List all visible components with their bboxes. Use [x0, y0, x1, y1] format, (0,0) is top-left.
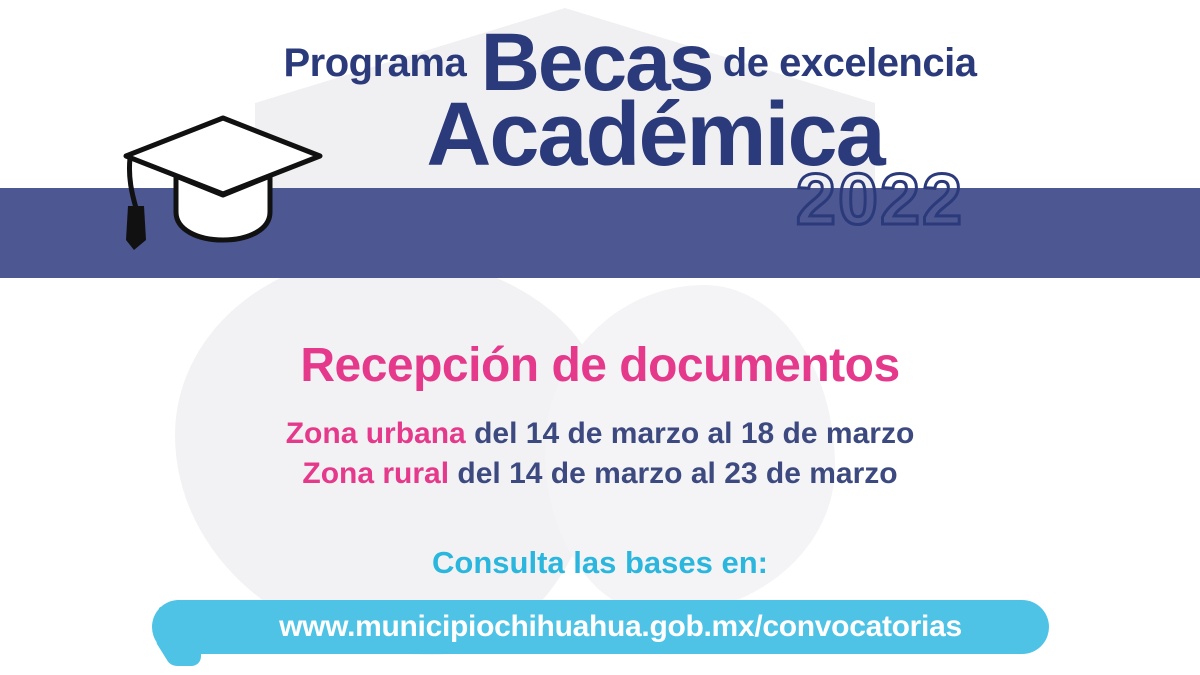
title-word-programa: Programa [283, 41, 467, 85]
title-word-year: 2022 [795, 160, 965, 240]
graduation-cap-icon [118, 108, 328, 253]
click-hand-icon [145, 598, 215, 668]
zone-dates-urban: del 14 de marzo al 18 de marzo [474, 417, 915, 450]
title-word-becas: Becas [480, 17, 713, 108]
section-heading: Recepción de documentos [300, 339, 900, 392]
title-word-de-excelencia: de excelencia [722, 41, 977, 85]
title-word-academica: Académica [426, 85, 884, 185]
zone-row-rural [0, 454, 1200, 494]
zone-row-urban [0, 414, 1200, 454]
zone-label-rural: Zona rural [302, 456, 450, 490]
zone-schedule [0, 414, 1200, 493]
consulta-text: Consulta las bases en: [432, 545, 768, 580]
url-pill[interactable] [152, 600, 1049, 654]
zone-label-urban: Zona urbana [285, 417, 466, 450]
zone-dates-rural: del 14 de marzo al 23 de marzo [457, 456, 898, 490]
url-text[interactable]: www.municipiochihuahua.gob.mx/convocatorias [279, 610, 962, 643]
